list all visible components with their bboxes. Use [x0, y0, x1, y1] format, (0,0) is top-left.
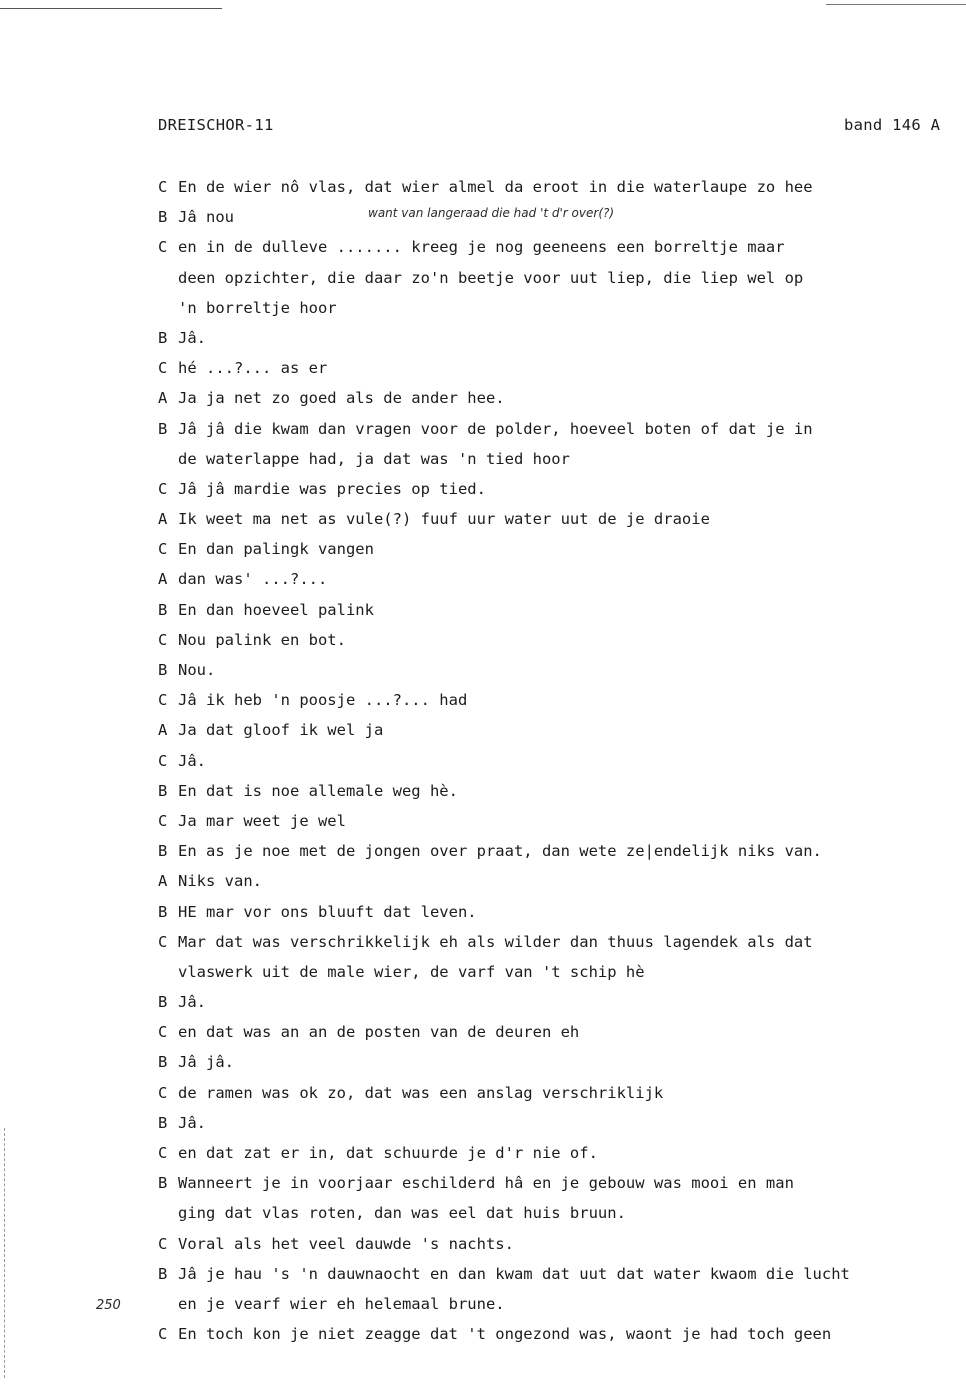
speaker-label: B [158, 208, 168, 227]
utterance-text: Jâ. [178, 1113, 206, 1132]
transcript-line [158, 1021, 948, 1051]
speaker-label: C [158, 238, 168, 257]
transcript-line [158, 176, 948, 206]
transcript-line [158, 1202, 948, 1232]
utterance-text: Jâ ik heb 'n poosje ...?... had [178, 691, 468, 710]
transcript-line [158, 629, 948, 659]
speaker-label [158, 297, 178, 327]
binding-edge-mark [4, 1128, 5, 1378]
speaker-label: C [158, 1325, 168, 1344]
transcript-line [158, 931, 948, 961]
transcript-line [158, 780, 948, 810]
speaker-label: C [158, 1234, 168, 1253]
speaker-label: B [158, 1113, 168, 1132]
speaker-label: A [158, 389, 168, 408]
speaker-label: A [158, 570, 168, 589]
speaker-label: C [158, 540, 168, 559]
speaker-label: C [158, 1083, 168, 1102]
margin-line-number: 250 [96, 1298, 121, 1313]
transcript-line [158, 418, 948, 448]
utterance-text: Jâ jâ. [178, 1053, 234, 1072]
utterance-text: Nou. [178, 661, 216, 679]
speaker-label: C [158, 1144, 168, 1162]
handwritten-annotation: want van langeraad die had 't d'r over(?) [368, 206, 615, 220]
speaker-label: B [158, 419, 168, 438]
transcript-line [158, 991, 948, 1021]
speaker-label: C [158, 691, 168, 710]
speaker-label: A [158, 721, 168, 740]
utterance-text: Jâ. [178, 993, 206, 1012]
utterance-text: Ja dat gloof ik wel ja [178, 721, 384, 740]
utterance-text: En de wier nô vlas, dat wier almel da eroot in die waterlaupe zo hee [178, 178, 813, 196]
speaker-label [158, 961, 178, 991]
transcript-line [158, 659, 948, 689]
transcript-line [158, 750, 948, 780]
transcript-line [158, 840, 948, 870]
speaker-label: C [158, 359, 168, 378]
speaker-label [158, 1293, 178, 1323]
transcript-line [158, 297, 948, 327]
utterance-text: vlaswerk uit de male wier, de varf van 't schip hè [178, 962, 645, 981]
utterance-text: ging dat vlas roten, dan was eel dat huis bruun. [178, 1204, 626, 1223]
utterance-text: deen opzichter, die daar zo'n beetje voor uut liep, die liep wel op [178, 268, 804, 287]
transcript-line [158, 387, 948, 417]
transcript-line [158, 810, 948, 840]
utterance-text: En as je noe met de jongen over praat, dan wete ze|endelijk niks van. [178, 842, 822, 861]
utterance-text: en je vearf wier eh helemaal brune. [178, 1294, 505, 1313]
utterance-text: Jâ je hau 's 'n dauwnaocht en dan kwam dat uut dat water kwaom die lucht [178, 1264, 850, 1283]
utterance-text: Nou palink en bot. [178, 630, 346, 649]
transcript-line [158, 448, 948, 478]
utterance-text: Mar dat was verschrikkelijk eh als wilder dan thuus lagendek als dat [178, 932, 813, 951]
speaker-label: C [158, 630, 168, 649]
transcript-line [158, 568, 948, 598]
utterance-text: Jâ. [178, 751, 206, 770]
transcript-line [158, 327, 948, 357]
utterance-text: Ja mar weet je wel [178, 811, 346, 830]
transcript-line [158, 508, 948, 538]
speaker-label: B [158, 661, 168, 679]
utterance-text: dan was' ...?... [178, 570, 328, 589]
speaker-label: A [158, 510, 168, 529]
top-right-rule [826, 4, 966, 5]
utterance-text: Voral als het veel dauwde 's nachts. [178, 1234, 514, 1253]
transcript-line [158, 236, 948, 266]
utterance-text: Jâ. [178, 328, 206, 347]
utterance-text: en in de dulleve ....... kreeg je nog geeneens een borreltje maar [178, 238, 785, 257]
speaker-label: B [158, 600, 168, 619]
speaker-label: C [158, 479, 168, 498]
transcript-line [158, 870, 948, 900]
utterance-text: En dan palingk vangen [178, 540, 374, 559]
transcript-line [158, 689, 948, 719]
transcript-line [158, 1293, 948, 1323]
transcript-line [158, 1323, 948, 1353]
transcript-line [158, 1263, 948, 1293]
speaker-label [158, 448, 178, 478]
speaker-label: C [158, 178, 168, 196]
transcript-line [158, 267, 948, 297]
transcript-line [158, 901, 948, 931]
transcript-line [158, 1112, 948, 1142]
utterance-text: Jâ jâ die kwam dan vragen voor de polder, hoeveel boten of dat je in [178, 419, 813, 438]
speaker-label: A [158, 872, 168, 891]
speaker-label: C [158, 1023, 168, 1042]
transcript-line [158, 1051, 948, 1081]
speaker-label: B [158, 328, 168, 347]
speaker-label: B [158, 902, 168, 921]
utterance-text: Jâ nou [178, 208, 234, 227]
transcript-line [158, 538, 948, 568]
transcript-line [158, 599, 948, 629]
speaker-label: C [158, 751, 168, 770]
utterance-text: 'n borreltje hoor [178, 298, 337, 317]
utterance-text: En dat is noe allemale weg hè. [178, 781, 458, 800]
transcript-line [158, 357, 948, 387]
document-id: DREISCHOR-11 [158, 116, 274, 134]
speaker-label: B [158, 1174, 168, 1193]
utterance-text: en dat was an an de posten van de deuren eh [178, 1023, 580, 1042]
utterance-text: En toch kon je niet zeagge dat 't ongezond was, waont je had toch geen [178, 1325, 832, 1344]
utterance-text: En dan hoeveel palink [178, 600, 374, 619]
utterance-text: de ramen was ok zo, dat was een anslag verschriklijk [178, 1083, 664, 1102]
speaker-label: C [158, 932, 168, 951]
utterance-text: Jâ jâ mardie was precies op tied. [178, 479, 486, 498]
transcript-lines [158, 176, 948, 1353]
utterance-text: Ja ja net zo goed als de ander hee. [178, 389, 505, 408]
utterance-text: Wanneert je in voorjaar eschilderd hâ en je gebouw was mooi en man [178, 1174, 794, 1193]
transcript-line [158, 1172, 948, 1202]
utterance-text: Niks van. [178, 872, 262, 891]
speaker-label [158, 267, 178, 297]
utterance-text: de waterlappe had, ja dat was 'n tied hoor [178, 449, 570, 468]
utterance-text: HE mar vor ons bluuft dat leven. [178, 902, 477, 921]
tape-label: band 146 A [844, 116, 941, 134]
speaker-label [158, 1202, 178, 1232]
top-left-rule [0, 8, 222, 9]
speaker-label: C [158, 811, 168, 830]
transcript-line [158, 1082, 948, 1112]
transcript-line [158, 478, 948, 508]
utterance-text: Ik weet ma net as vule(?) fuuf uur water uut de je draoie [178, 510, 710, 529]
speaker-label: B [158, 1264, 168, 1283]
speaker-label: B [158, 993, 168, 1012]
utterance-text: hé ...?... as er [178, 359, 328, 378]
transcript-line [158, 206, 948, 236]
transcript-line [158, 961, 948, 991]
transcript-line [158, 1142, 948, 1172]
speaker-label: B [158, 781, 168, 800]
speaker-label: B [158, 842, 168, 861]
speaker-label: B [158, 1053, 168, 1072]
transcript-line [158, 1233, 948, 1263]
utterance-text: en dat zat er in, dat schuurde je d'r nie of. [178, 1144, 598, 1162]
transcript-line [158, 719, 948, 749]
